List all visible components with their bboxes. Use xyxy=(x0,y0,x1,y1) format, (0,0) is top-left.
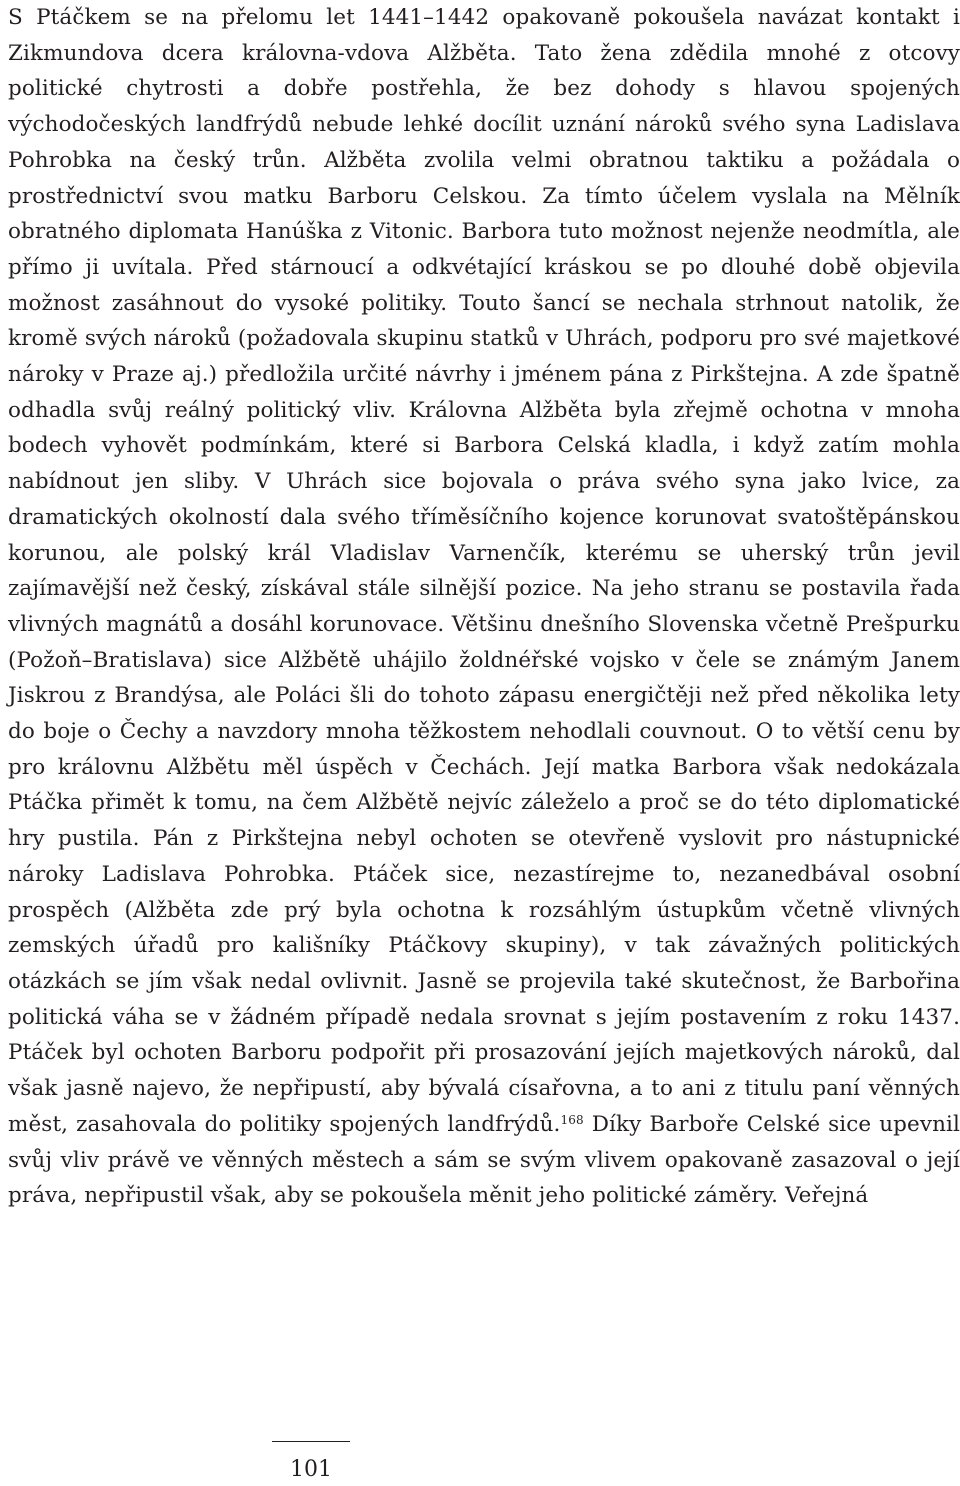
footer-divider xyxy=(272,1441,350,1442)
body-paragraph xyxy=(8,0,960,1214)
paragraph-text: S Ptáčkem se na přelomu let 1441–1442 opakovaně pokoušela navázat kontakt i Zikmundova dcera královna-vdova Alžběta. Tato žena zdědila mnohé z otcovy politické chytrosti a dobře postřehla, že bez dohody s hlavou spojených východočeských landfrýdů nebude lehké docílit uznání nároků svého syna Ladislava Pohrobka na český trůn. Alžběta zvolila velmi obratnou taktiku a požádala o prostřednictví svou matku Barboru Celskou. Za tímto účelem vyslala na Mělník obratného diplomata Hanúška z Vitonic. Barbora tuto možnost nejenže neodmítla, ale přímo ji uvítala. Před stárnoucí a odkvétající kráskou se po dlouhé době objevila možnost zasáhnout do vysoké politiky. Touto šancí se nechala strhnout natolik, že kromě svých nároků (požadovala skupinu statků v Uhrách, podporu pro své majetkové nároky v Praze aj.) předložila určité návrhy i jménem pána z Pirkštejna. A zde špatně odhadla svůj reálný politický vliv. Královna Alžběta byla zřejmě ochotna v mnoha bodech vyhovět podmínkám, které si Barbora Celská kladla, i když zatím mohla nabídnout jen sliby. V Uhrách sice bojovala o práva svého syna jako lvice, za dramatických okolností dala svého tříměsíčního kojence korunovat svatoštěpánskou korunou, ale polský král Vladislav Varnenčík, kterému se uherský trůn jevil zajímavější než český, získával stále silnější pozice. Na jeho stranu se postavila řada vlivných magnátů a dosáhl korunovace. Většinu dnešního Slovenska včetně Prešpurku (Požoň–Bratislava) sice Alžbětě uhájilo žoldnéřské vojsko v čele se známým Janem Jiskrou z Brandýsa, ale Poláci šli do tohoto zápasu energičtěji než před několika lety do boje o Čechy a navzdory mnoha těžkostem nehodlali couvnout. O to větší cenu by pro královnu Alžbětu měl úspěch v Čechách. Její matka Barbora však nedokázala Ptáčka přimět k tomu, na čem Alžbětě nejvíc záleželo a proč se do této diplomatické hry pustila. Pán z Pirkštejna nebyl ochoten se otevřeně vyslovit pro nástupnické nároky Ladislava Pohrobka. Ptáček sice, nezastírejme to, nezanedbával osobní prospěch (Alžběta zde prý byla ochotna k rozsáhlým ústupkům včetně vlivných zemských úřadů pro kališníky Ptáčkovy skupiny), v tak závažných politických otázkách se jím však nedal ovlivnit. Jasně se projevila také skutečnost, že Barbořina politická váha se v žádném případě nedala srovnat s jejím postavením z roku 1437. Ptáček byl ochoten Barboru podpořit při prosazování jejích majetkových nároků, dal však jasně najevo, že nepřipustí, aby bývalá císařovna, a to ani z titulu paní věnných měst, zasahovala do politiky spojených landfrýdů. xyxy=(8,5,960,1137)
page-number: 101 xyxy=(290,1457,332,1482)
footnote-reference[interactable]: 168 xyxy=(560,1112,584,1127)
paragraph-text-continued: Díky Barboře Celské sice upevnil svůj vliv právě ve věnných městech a sám se svým vlivem opakovaně zasazoval o její práva, nepřipustil však, aby se pokoušela měnit jeho politické záměry. Veřejná xyxy=(8,1111,960,1209)
